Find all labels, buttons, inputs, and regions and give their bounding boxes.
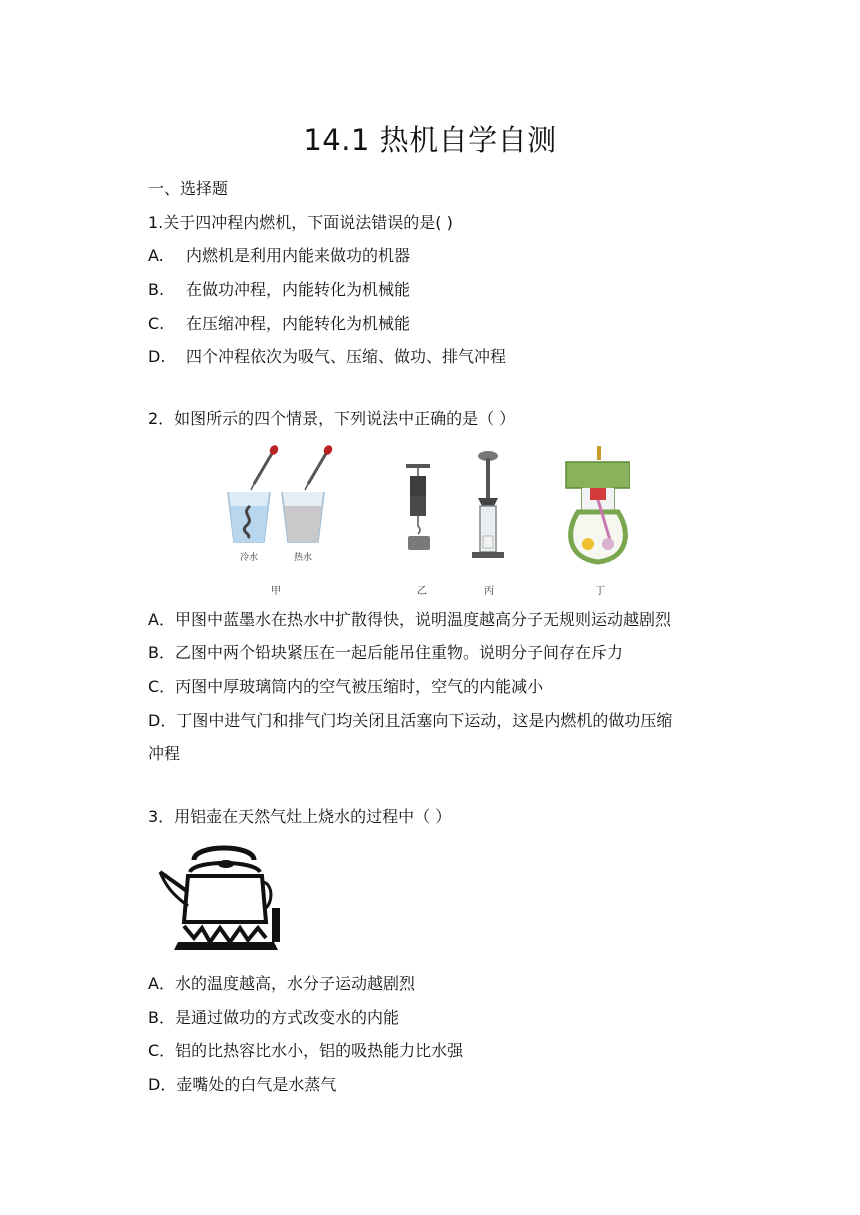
kettle-on-stove-illustration	[154, 842, 286, 962]
question-3-option-a: A．水的温度越高，水分子运动越剧烈	[148, 974, 415, 993]
option-letter: A.	[148, 246, 164, 265]
question-2-stem: 2．如图所示的四个情景，下列说法中正确的是（ ）	[148, 409, 516, 428]
question-2-option-a: A．甲图中蓝墨水在热水中扩散得快，说明温度越高分子无规则运动越剧烈	[148, 610, 671, 629]
figure-caption-jia: 甲	[271, 586, 281, 597]
figure-caption-ding: 丁	[595, 586, 605, 597]
figure-caption-bing: 丙	[484, 586, 494, 597]
question-2-option-d-continuation: 冲程	[148, 744, 181, 763]
question-3-option-b: B．是通过做功的方式改变水的内能	[148, 1008, 399, 1027]
question-1-stem: 1.关于四冲程内燃机，下面说法错误的是( )	[148, 213, 453, 232]
figure-caption-yi: 乙	[417, 586, 427, 597]
question-1-option-d	[148, 346, 506, 368]
option-text: 在压缩冲程，内能转化为机械能	[186, 314, 411, 333]
option-letter: D.	[148, 347, 166, 366]
question-2-option-c: C．丙图中厚玻璃筒内的空气被压缩时，空气的内能减小	[148, 677, 544, 696]
engine-cylinder-illustration	[566, 446, 630, 562]
question-1-option-b	[148, 279, 410, 301]
page-title: 14.1 热机自学自测	[303, 123, 557, 157]
question-1-option-c	[148, 313, 410, 335]
option-letter: C.	[148, 314, 165, 333]
option-text: 内燃机是利用内能来做功的机器	[186, 246, 411, 265]
beaker-label-hot: 热水	[293, 553, 313, 563]
cold-water-beaker-illustration	[228, 444, 280, 542]
question-3-option-c: C．铝的比热容比水小，铝的吸热能力比水强	[148, 1041, 464, 1060]
section-heading: 一、选择题	[148, 179, 229, 198]
question-2-option-b: B．乙图中两个铅块紧压在一起后能吊住重物。说明分子间存在斥力	[148, 643, 623, 662]
question-1-option-a	[148, 245, 410, 267]
option-text: 四个冲程依次为吸气、压缩、做功、排气冲程	[186, 347, 507, 366]
question-3-stem: 3．用铝壶在天然气灶上烧水的过程中（ ）	[148, 807, 452, 826]
lead-blocks-illustration	[406, 464, 430, 550]
hot-water-beaker-illustration	[282, 444, 334, 542]
beaker-label-cold: 冷水	[239, 553, 259, 563]
question-3-option-d: D．壶嘴处的白气是水蒸气	[148, 1075, 337, 1094]
option-letter: B.	[148, 280, 165, 299]
option-text: 在做功冲程，内能转化为机械能	[186, 280, 411, 299]
glass-cylinder-illustration	[472, 451, 504, 558]
question-2-figure	[210, 440, 630, 600]
question-2-option-d: D．丁图中进气门和排气门均关闭且活塞向下运动，这是内燃机的做功压缩	[148, 711, 673, 730]
